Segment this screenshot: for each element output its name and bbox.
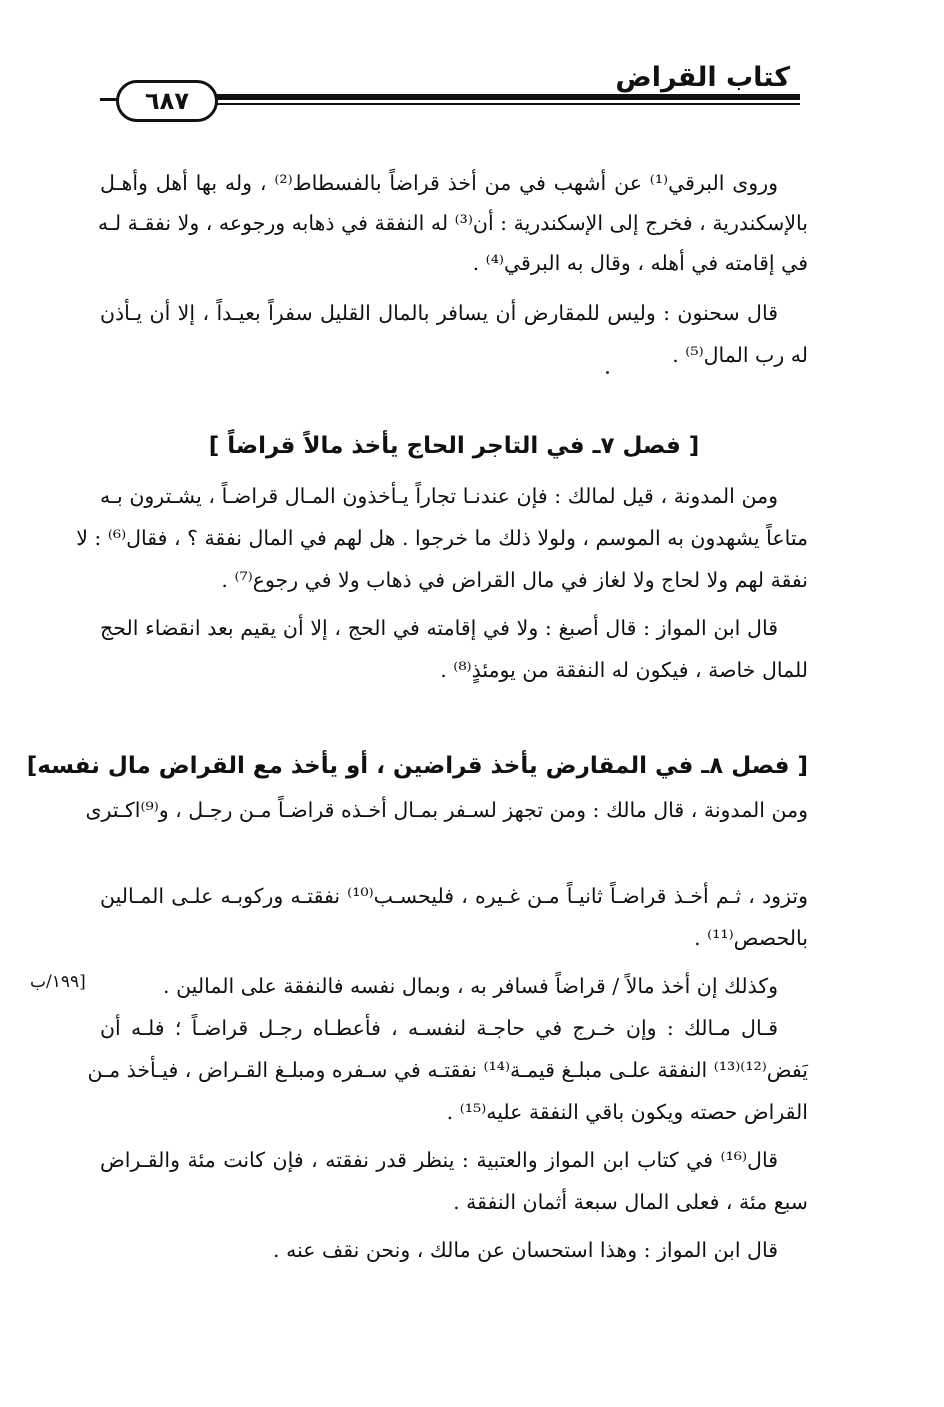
text-line: بالحصص⁽¹¹⁾ . [694, 926, 808, 950]
manuscript-folio-note: [١٩٩/ب [30, 972, 86, 992]
text-line: نفقة لهم ولا لحاج ولا لغاز في مال القراض في ذهاب ولا في رجوع⁽⁷⁾ . [221, 568, 808, 592]
section-heading: [ فصل ٧ـ في التاجر الحاج يأخذ مالاً قراضاً ] [208, 433, 700, 459]
section-heading: [ فصل ٨ـ في المقارض يأخذ قراضين ، أو يأخذ مع القراض مال نفسه] [26, 753, 808, 779]
text-line: قـال مـالك : وإن خـرج في حاجـة لنفسـه ، فأعطـاه رجـل قراضـاً ؛ فلـه أن [100, 1016, 778, 1040]
text-line: قال⁽¹⁶⁾ في كتاب ابن المواز والعتبية : ينظر قدر نفقته ، فإن كانت مئة والقـراض [100, 1148, 778, 1172]
text-line: في إقامته في أهله ، وقال به البرقي⁽⁴⁾ . [472, 251, 808, 275]
text-line: قال ابن المواز : وهذا استحسان عن مالك ، ونحن نقف عنه . [273, 1238, 778, 1262]
text-line: يَفض⁽¹²⁾⁽¹³⁾ النفقة علـى مبلـغ قيمـة⁽¹⁴⁾ نفقتـه في سـفره ومبلـغ القـراض ، فيـأخذ مـن [87, 1058, 808, 1082]
text-line: وتزود ، ثـم أخـذ قراضـاً ثانيـاً مـن غـيره ، فليحسـب⁽¹⁰⁾ نفقتـه وركوبـه علـى المـالين [100, 884, 808, 908]
page-header [100, 58, 800, 128]
text-line: له رب المال⁽⁵⁾ . [672, 343, 808, 367]
text-line: القراض حصته ويكون باقي النفقة عليه⁽¹⁵⁾ . [446, 1100, 808, 1124]
header-rule-thick [200, 94, 800, 100]
text-line: بالإسكندرية ، فخرج إلى الإسكندرية : أن⁽³⁾ له النفقة في ذهابه ورجوعه ، ولا نفقـة لـه [97, 211, 808, 235]
running-title: كتاب القراض [615, 62, 790, 93]
text-line: ومن المدونة ، قيل لمالك : فإن عندنـا تجاراً يـأخذون المـال قراضـاً ، يشـترون بـه [100, 484, 778, 508]
text-line: سبع مئة ، فعلى المال سبعة أثمان النفقة . [453, 1190, 808, 1214]
text-line: وروى البرقي⁽¹⁾ عن أشهب في من أخذ قراضاً بالفسطاط⁽²⁾ ، وله بها أهل وأهـل [100, 171, 778, 195]
ink-speck [606, 371, 609, 374]
text-line: قال ابن المواز : قال أصبغ : ولا في إقامته في الحج ، إلا أن يقيم بعد انقضاء الحج [100, 616, 778, 640]
text-line: متاعاً يشهدون به الموسم ، ولولا ذلك ما خرجوا . هل لهم في المال نفقة ؟ ، فقال⁽⁶⁾ : لا [76, 526, 808, 550]
text-line: للمال خاصة ، فيكون له النفقة من يومئذٍ⁽⁸⁾ . [440, 658, 808, 682]
page-number: ٦٨٧ [116, 80, 218, 122]
header-rule-thin [200, 103, 800, 105]
text-line: ومن المدونة ، قال مالك : ومن تجهز لسـفر بمـال أخـذه قراضـاً مـن رجـل ، و⁽⁹⁾اكـترى [85, 798, 808, 822]
text-line: قال سحنون : وليس للمقارض أن يسافر بالمال القليل سفراً بعيـداً ، إلا أن يـأذن [100, 301, 778, 325]
text-line: وكذلك إن أخذ مالاً / قراضاً فسافر به ، وبمال نفسه فالنفقة على المالين . [163, 974, 778, 998]
